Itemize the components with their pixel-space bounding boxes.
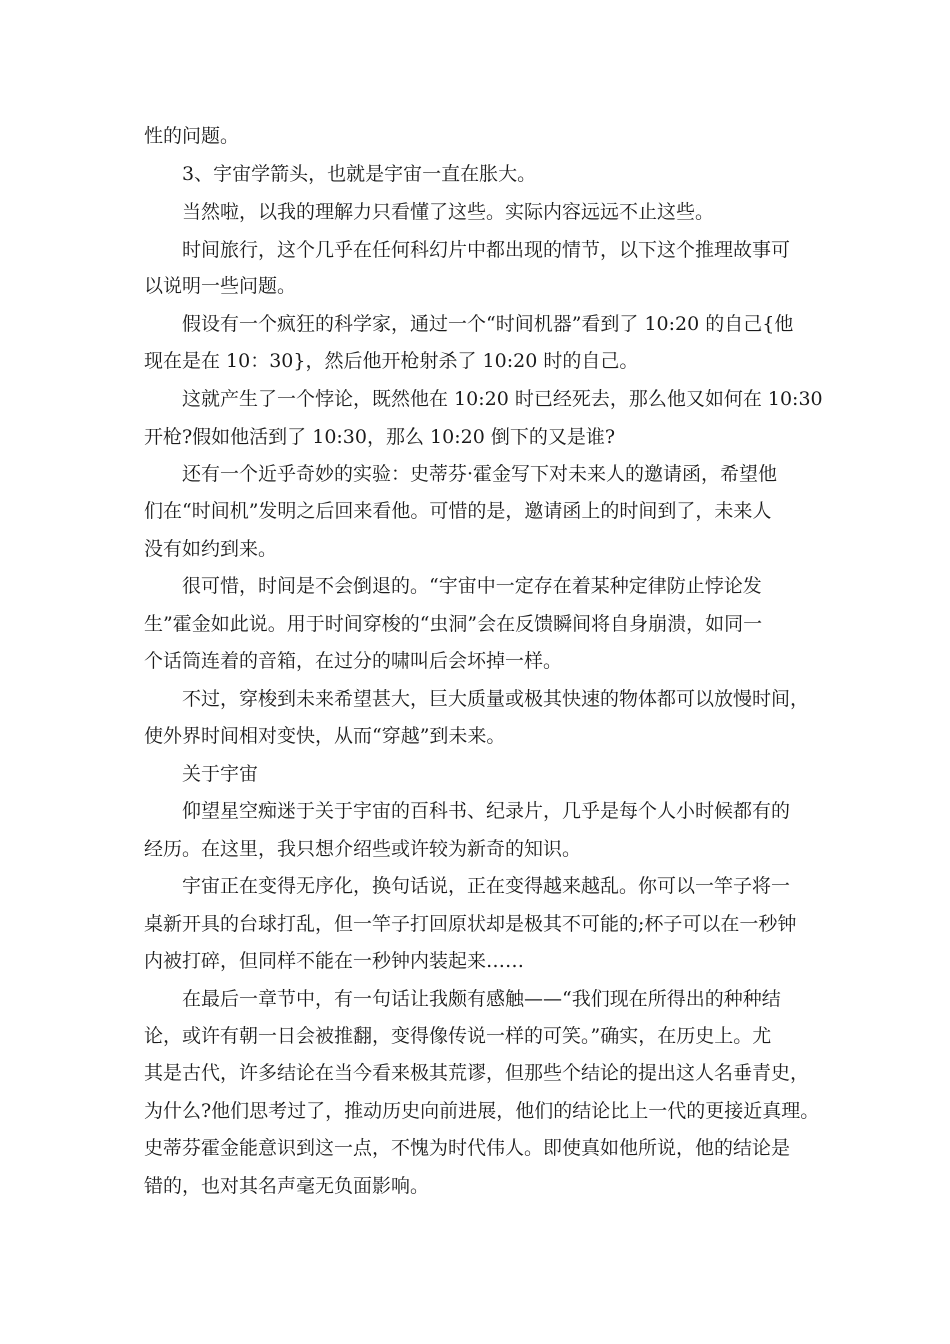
text-line: 经历。在这里，我只想介绍些或许较为新奇的知识。: [144, 838, 582, 860]
text-line: 开枪?假如他活到了 10:30，那么 10:20 倒下的又是谁?: [144, 426, 616, 448]
text-line: 论，或许有朝一日会被推翻，变得像传说一样的可笑。”确实，在历史上。尤: [144, 1025, 772, 1047]
text-line: 现在是在 10：30}，然后他开枪射杀了 10:20 时的自己。: [144, 350, 639, 372]
text-line: 桌新开具的台球打乱，但一竿子打回原状却是极其不可能的;杯子可以在一秒钟: [144, 913, 797, 935]
text-line: 错的，也对其名声毫无负面影响。: [144, 1175, 430, 1197]
text-line: 在最后一章节中，有一句话让我颇有感触——“我们现在所得出的种种结: [182, 988, 781, 1010]
text-line: 生”霍金如此说。用于时间穿梭的“虫洞”会在反馈瞬间将自身崩溃，如同一: [144, 613, 763, 635]
text-line: 还有一个近乎奇妙的实验：史蒂芬·霍金写下对未来人的邀请函，希望他: [182, 463, 778, 485]
text-line: 很可惜，时间是不会倒退的。“宇宙中一定存在着某种定律防止悖论发: [182, 575, 762, 597]
text-line: 们在“时间机”发明之后回来看他。可惜的是，邀请函上的时间到了，未来人: [144, 500, 772, 522]
text-line: 以说明一些问题。: [144, 275, 297, 297]
text-line: 没有如约到来。: [144, 538, 278, 560]
text-line: 不过，穿梭到未来希望甚大，巨大质量或极其快速的物体都可以放慢时间，: [182, 688, 810, 710]
text-line: 其是古代，许多结论在当今看来极其荒谬，但那些个结论的提出这人名垂青史，: [144, 1062, 810, 1084]
text-line: 为什么?他们思考过了，推动历史向前进展，他们的结论比上一代的更接近真理。: [144, 1100, 820, 1122]
text-line: 性的问题。: [144, 125, 240, 147]
text-line: 内被打碎，但同样不能在一秒钟内装起来……: [144, 950, 525, 972]
text-line: 3、宇宙学箭头，也就是宇宙一直在胀大。: [182, 163, 537, 185]
section-heading: 关于宇宙: [182, 763, 259, 785]
text-line: 时间旅行，这个几乎在任何科幻片中都出现的情节，以下这个推理故事可: [182, 239, 791, 261]
text-line: 当然啦，以我的理解力只看懂了这些。实际内容远远不止这些。: [182, 201, 715, 223]
text-line: 这就产生了一个悖论，既然他在 10:20 时已经死去，那么他又如何在 10:30: [182, 388, 823, 410]
text-line: 使外界时间相对变快，从而“穿越”到未来。: [144, 725, 506, 747]
text-line: 仰望星空痴迷于关于宇宙的百科书、纪录片，几乎是每个人小时候都有的: [182, 800, 791, 822]
text-line: 个话筒连着的音箱，在过分的啸叫后会坏掉一样。: [144, 650, 563, 672]
text-line: 假设有一个疯狂的科学家，通过一个“时间机器”看到了 10:20 的自己{他: [182, 313, 794, 335]
text-line: 史蒂芬霍金能意识到这一点，不愧为时代伟人。即使真如他所说，他的结论是: [144, 1137, 791, 1159]
text-line: 宇宙正在变得无序化，换句话说，正在变得越来越乱。你可以一竿子将一: [182, 875, 791, 897]
